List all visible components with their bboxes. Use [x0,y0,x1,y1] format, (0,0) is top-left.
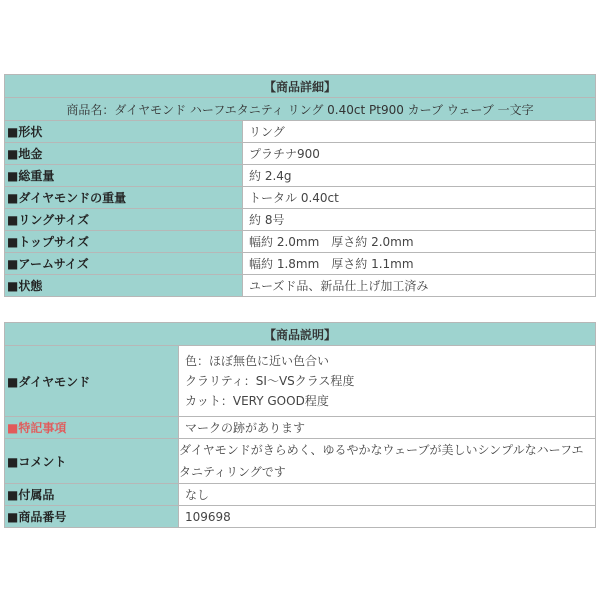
table-row [5,121,596,143]
table-row [5,506,596,528]
table-row [5,165,596,187]
product-details-table [4,74,596,297]
total-weight-label: ■総重量 [5,165,243,187]
top-size-value: 幅約 2.0mm 厚さ約 2.0mm [243,231,596,253]
details-header: 【商品詳細】 [5,75,596,98]
arm-size-label: ■アームサイズ [5,253,243,275]
diamond-clarity-line: クラリティ：SI〜VSクラス程度 [185,374,355,388]
details-header-row [5,75,596,98]
metal-value: プラチナ900 [243,143,596,165]
product-number-value: 109698 [179,506,596,528]
ring-size-label: ■リングサイズ [5,209,243,231]
product-number-label: ■商品番号 [5,506,179,528]
table-row [5,275,596,297]
table-row [5,231,596,253]
accessories-value: なし [179,484,596,506]
table-row [5,439,596,484]
table-row [5,484,596,506]
table-row [5,346,596,417]
diamond-label: ■ダイヤモンド [5,346,179,417]
special-notes-value: マークの跡があります [179,417,596,439]
table-row [5,187,596,209]
product-description-table [4,322,596,528]
diamond-value [179,346,596,417]
condition-label: ■状態 [5,275,243,297]
ring-size-value: 約 8号 [243,209,596,231]
description-header-row [5,323,596,346]
comment-label: ■コメント [5,439,179,484]
table-row [5,253,596,275]
diamond-weight-value: トータル 0.40ct [243,187,596,209]
special-notes-label: ■特記事項 [5,417,179,439]
description-header: 【商品説明】 [5,323,596,346]
table-row [5,143,596,165]
condition-value: ユーズド品、新品仕上げ加工済み [243,275,596,297]
product-name: 商品名：ダイヤモンド ハーフエタニティ リング 0.40ct Pt900 カーブ ウェーブ 一文字 [5,98,596,121]
table-row [5,209,596,231]
diamond-color-line: 色：ほぼ無色に近い色合い [185,354,330,368]
top-size-label: ■トップサイズ [5,231,243,253]
total-weight-value: 約 2.4g [243,165,596,187]
comment-value: ダイヤモンドがきらめく、ゆるやかなウェーブが美しいシンプルなハーフエタニティリングです [179,439,596,484]
diamond-weight-label: ■ダイヤモンドの重量 [5,187,243,209]
product-name-row [5,98,596,121]
shape-label: ■形状 [5,121,243,143]
accessories-label: ■付属品 [5,484,179,506]
metal-label: ■地金 [5,143,243,165]
diamond-cut-line: カット：VERY GOOD程度 [185,394,329,408]
table-row [5,417,596,439]
shape-value: リング [243,121,596,143]
arm-size-value: 幅約 1.8mm 厚さ約 1.1mm [243,253,596,275]
